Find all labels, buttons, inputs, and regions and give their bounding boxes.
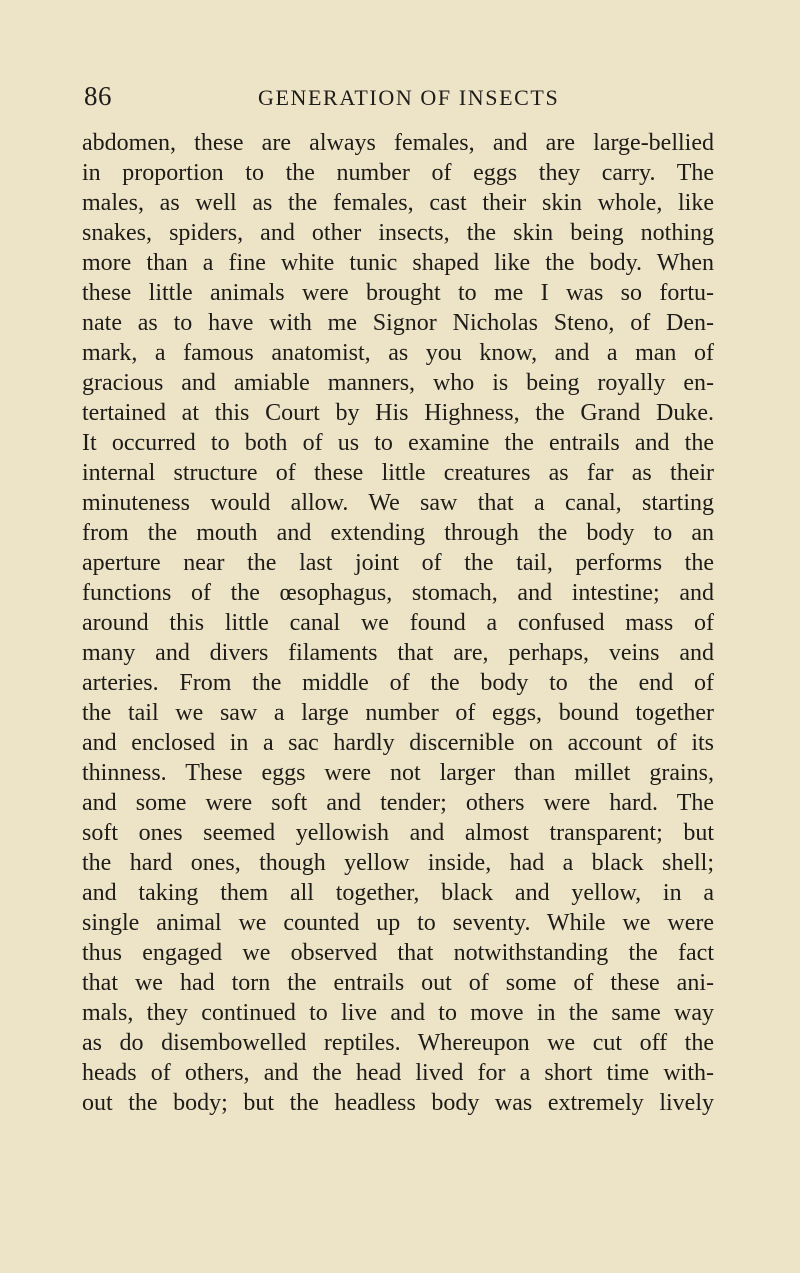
text-line: It occurred to both of us to examine the entrails and the [82,430,714,456]
text-line: arteries. From the middle of the body to the end of [82,670,714,696]
running-title: GENERATION OF INSECTS [258,85,560,110]
text-line: snakes, spiders, and other insects, the skin being nothing [82,220,714,246]
page-header [84,78,724,114]
body-text [82,128,714,1118]
text-line: nate as to have with me Signor Nicholas Steno, of Den- [82,310,714,336]
text-line: many and divers filaments that are, perhaps, veins and [82,640,714,666]
text-line: single animal we counted up to seventy. While we were [82,910,714,936]
text-line: heads of others, and the head lived for a short time with- [82,1060,714,1086]
text-line: out the body; but the headless body was extremely lively [82,1090,714,1116]
text-line: thinness. These eggs were not larger than millet grains, [82,760,714,786]
text-line: and enclosed in a sac hardly discernible on account of its [82,730,714,756]
text-line: in proportion to the number of eggs they carry. The [82,160,714,186]
text-line: mark, a famous anatomist, as you know, and a man of [82,340,714,366]
page-number: 86 [84,81,112,111]
text-line: more than a fine white tunic shaped like the body. When [82,250,714,276]
text-line: thus engaged we observed that notwithstanding the fact [82,940,714,966]
text-line: internal structure of these little creatures as far as their [82,460,714,486]
text-line: soft ones seemed yellowish and almost transparent; but [82,820,714,846]
text-line: minuteness would allow. We saw that a canal, starting [82,490,714,516]
text-line: mals, they continued to live and to move in the same way [82,1000,714,1026]
text-line: that we had torn the entrails out of some of these ani- [82,970,714,996]
text-line: the tail we saw a large number of eggs, bound together [82,700,714,726]
text-line: and some were soft and tender; others were hard. The [82,790,714,816]
text-line: and taking them all together, black and yellow, in a [82,880,714,906]
text-line: from the mouth and extending through the body to an [82,520,714,546]
text-line: as do disembowelled reptiles. Whereupon we cut off the [82,1030,714,1056]
text-line: males, as well as the females, cast their skin whole, like [82,190,714,216]
text-line: aperture near the last joint of the tail, performs the [82,550,714,576]
text-line: abdomen, these are always females, and are large-bellied [82,130,714,156]
text-line: tertained at this Court by His Highness, the Grand Duke. [82,400,714,426]
text-line: around this little canal we found a confused mass of [82,610,714,636]
text-line: the hard ones, though yellow inside, had a black shell; [82,850,714,876]
text-line: gracious and amiable manners, who is being royally en- [82,370,714,396]
text-line: functions of the œsophagus, stomach, and intestine; and [82,580,714,606]
text-line: these little animals were brought to me I was so fortu- [82,280,714,306]
